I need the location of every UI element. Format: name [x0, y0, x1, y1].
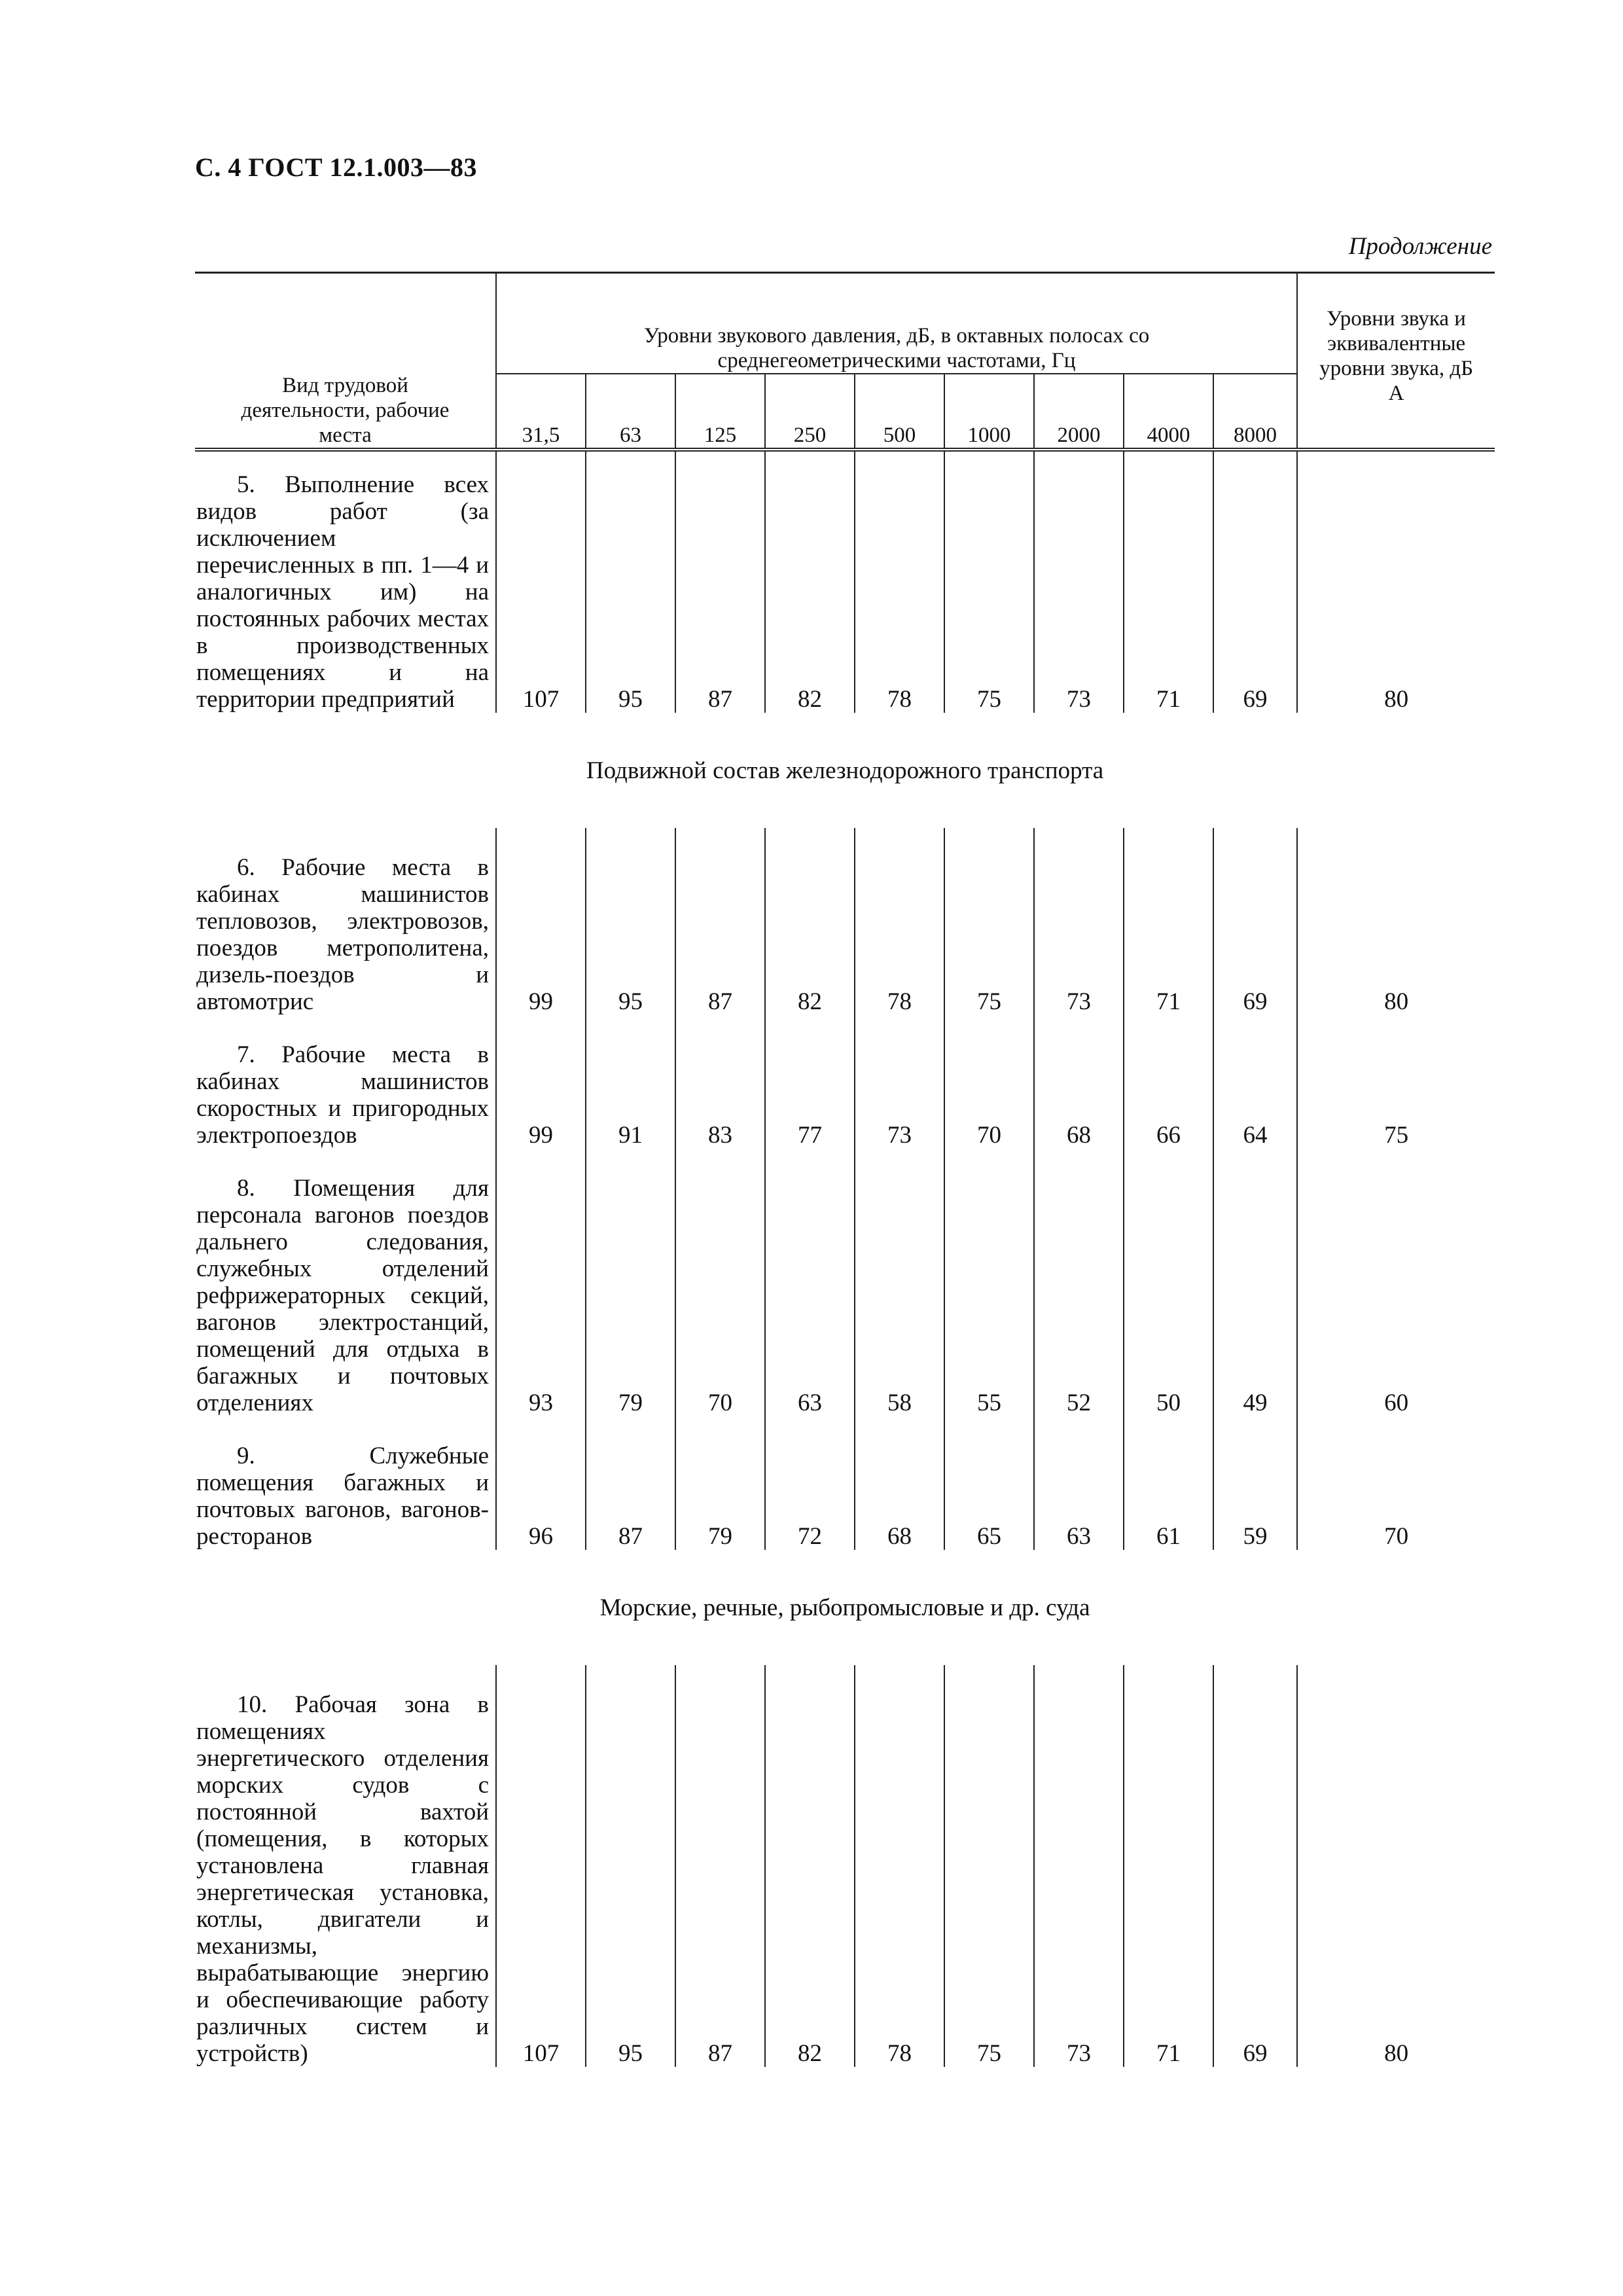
sound-level-value: 52: [1034, 1175, 1124, 1416]
section-heading: Морские, речные, рыбопромысловые и др. суда: [599, 1594, 1090, 1621]
sound-level-value: 87: [675, 854, 765, 1015]
sound-level-value: 79: [675, 1443, 765, 1550]
activity-description: 5. Выполнение всех видов работ (за исключением перечисленных в пп. 1—4 и аналогичных им) на постоянных рабочих местах в производственных помещениях и на территории предприятий: [196, 471, 489, 713]
sound-level-value: 91: [586, 1041, 675, 1149]
frequency-header: 2000: [1034, 374, 1124, 450]
sound-level-value: 58: [855, 1175, 944, 1416]
sound-level-value: 95: [586, 854, 675, 1015]
sound-level-value: 70: [944, 1041, 1034, 1149]
frequency-header: 8000: [1213, 374, 1297, 450]
noise-norms-table: [195, 272, 1495, 2067]
sound-level-value: 73: [1034, 471, 1124, 713]
sound-level-value: 68: [855, 1443, 944, 1550]
total-level-value: 80: [1297, 471, 1495, 713]
sound-level-value: 77: [765, 1041, 855, 1149]
sound-level-value: 72: [765, 1443, 855, 1550]
col-activity-header: Вид трудовой деятельности, рабочие места: [195, 273, 496, 450]
table-row: [195, 1041, 1495, 1149]
sound-level-value: 99: [496, 854, 586, 1015]
continuation-label: Продолжение: [1348, 233, 1492, 260]
sound-level-value: 65: [944, 1443, 1034, 1550]
sound-level-value: 75: [944, 854, 1034, 1015]
frequency-header: 1000: [944, 374, 1034, 450]
col-total-header: Уровни звука и эквивалентные уровни звука, дБ А: [1297, 273, 1495, 450]
total-level-value: 75: [1297, 1041, 1495, 1149]
sound-level-value: 75: [944, 471, 1034, 713]
page-header: С. 4 ГОСТ 12.1.003—83: [195, 152, 478, 182]
activity-description: 6. Рабочие места в кабинах машинистов тепловозов, электровозов, поездов метрополитена, дизель-поездов и автомотрис: [196, 854, 489, 1015]
sound-level-value: 107: [496, 1691, 586, 2067]
table-row: [195, 471, 1495, 713]
total-level-value: 80: [1297, 854, 1495, 1015]
sound-level-value: 64: [1213, 1041, 1297, 1149]
sound-level-value: 73: [1034, 854, 1124, 1015]
sound-level-value: 71: [1124, 854, 1213, 1015]
frequency-header: 63: [586, 374, 675, 450]
sound-level-value: 70: [675, 1175, 765, 1416]
activity-description: 7. Рабочие места в кабинах машинистов скоростных и пригородных электропоездов: [196, 1041, 489, 1149]
table-row: [195, 1691, 1495, 2067]
sound-level-value: 93: [496, 1175, 586, 1416]
col-levels-header: Уровни звукового давления, дБ, в октавных полосах со среднегеометрическими частотами, Гц: [496, 273, 1297, 374]
sound-level-value: 50: [1124, 1175, 1213, 1416]
sound-level-value: 66: [1124, 1041, 1213, 1149]
sound-level-value: 87: [675, 1691, 765, 2067]
table-row: [195, 1443, 1495, 1550]
sound-level-value: 96: [496, 1443, 586, 1550]
sound-level-value: 82: [765, 471, 855, 713]
frequency-header: 31,5: [496, 374, 586, 450]
total-level-value: 70: [1297, 1443, 1495, 1550]
sound-level-value: 69: [1213, 1691, 1297, 2067]
sound-level-value: 55: [944, 1175, 1034, 1416]
sound-level-value: 61: [1124, 1443, 1213, 1550]
sound-level-value: 75: [944, 1691, 1034, 2067]
activity-description: 8. Помещения для персонала вагонов поездов дальнего следования, служебных отделений рефрижераторных секций, вагонов электростанций, помещений для отдыха в багажных и почтовых отделениях: [196, 1175, 489, 1416]
sound-level-value: 87: [586, 1443, 675, 1550]
frequency-header: 250: [765, 374, 855, 450]
sound-level-value: 49: [1213, 1175, 1297, 1416]
table-row: [195, 854, 1495, 1015]
sound-level-value: 71: [1124, 471, 1213, 713]
frequency-header: 500: [855, 374, 944, 450]
sound-level-value: 78: [855, 854, 944, 1015]
sound-level-value: 95: [586, 1691, 675, 2067]
sound-level-value: 63: [765, 1175, 855, 1416]
sound-level-value: 107: [496, 471, 586, 713]
frequency-header: 4000: [1124, 374, 1213, 450]
sound-level-value: 59: [1213, 1443, 1297, 1550]
sound-level-value: 63: [1034, 1443, 1124, 1550]
sound-level-value: 78: [855, 1691, 944, 2067]
sound-level-value: 73: [1034, 1691, 1124, 2067]
sound-level-value: 71: [1124, 1691, 1213, 2067]
sound-level-value: 83: [675, 1041, 765, 1149]
sound-level-value: 73: [855, 1041, 944, 1149]
sound-level-value: 99: [496, 1041, 586, 1149]
total-level-value: 60: [1297, 1175, 1495, 1416]
sound-level-value: 69: [1213, 854, 1297, 1015]
table-row: [195, 1175, 1495, 1416]
sound-level-value: 78: [855, 471, 944, 713]
total-level-value: 80: [1297, 1691, 1495, 2067]
sound-level-value: 79: [586, 1175, 675, 1416]
sound-level-value: 69: [1213, 471, 1297, 713]
section-heading: Подвижной состав железнодорожного транспорта: [586, 757, 1104, 784]
frequency-header: 125: [675, 374, 765, 450]
activity-description: 10. Рабочая зона в помещениях энергетического отделения морских судов с постоянной вахтой (помещения, в которых установлена главная энергетическая установка, котлы, двигатели и механизмы, вырабатывающие энергию и обеспечивающие работу различных систем и устройств): [196, 1691, 489, 2067]
activity-description: 9. Служебные помещения багажных и почтовых вагонов, вагонов-ресторанов: [196, 1443, 489, 1550]
sound-level-value: 68: [1034, 1041, 1124, 1149]
sound-level-value: 87: [675, 471, 765, 713]
sound-level-value: 82: [765, 1691, 855, 2067]
sound-level-value: 82: [765, 854, 855, 1015]
sound-level-value: 95: [586, 471, 675, 713]
